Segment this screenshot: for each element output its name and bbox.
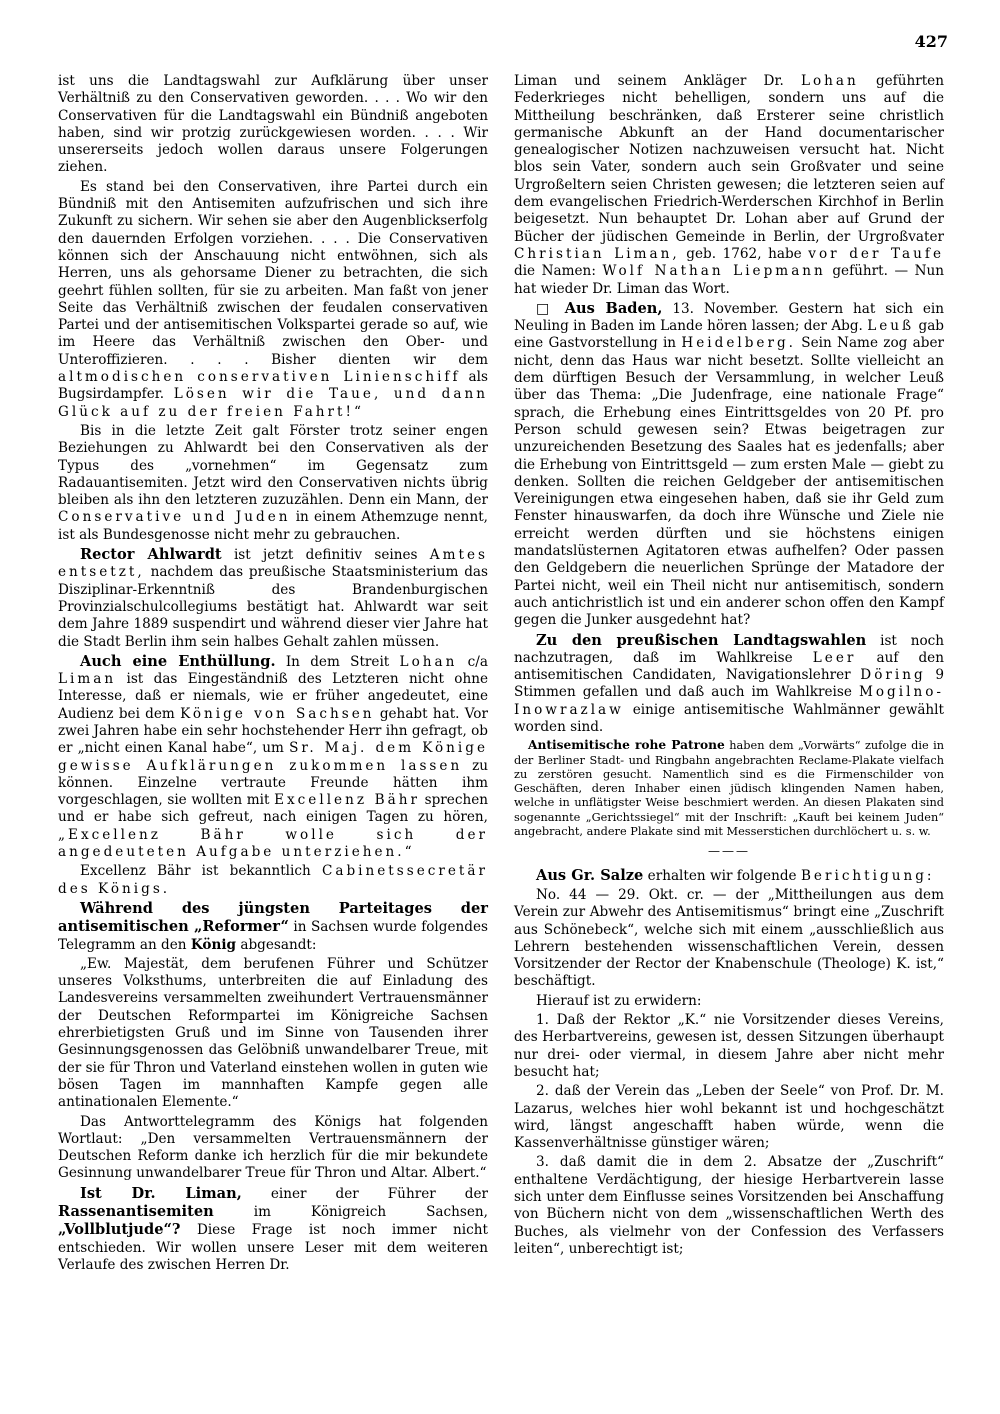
spaced-text: Excellenz Bähr	[274, 792, 420, 809]
text: ist uns die Landtagswahl zur Aufklärung über unser Verhältniß zu den Conservativen geworden. . . . Wo wir den Conservativen für die Landtagswahl ein Bündniß angeboten haben, sind wir protzig zurückgewiesen worden. . . . Wir unsererseits jedoch wollen daraus unsere Folgerungen ziehen.	[58, 73, 488, 176]
spaced-text: Berichtigung:	[800, 867, 935, 884]
article-heading: Auch eine Enthüllung.	[80, 652, 276, 670]
paragraph	[58, 956, 488, 1112]
article-ahlwardt	[58, 546, 488, 651]
article-heading: Aus Baden,	[564, 299, 663, 317]
spaced-text: Lösen wir die Taue, und dann Glück auf zu der freien Fahrt!	[58, 386, 489, 420]
text: Excellenz Bähr ist bekanntlich	[80, 863, 311, 880]
text: “	[353, 403, 361, 420]
text: geführten Federkrieges nicht behelligen, sondern uns auf die Mittheilung beschränken, daß Ersterer seine christlich germanische Abkunft an der Hand documentarischer genealogischer Notizen nachzuweisen versucht hat. Nicht blos sein Vater, sondern auch sein Großvater und seine Urgroßeltern seien Christen gewesen; die letzteren seien auf dem evangelischen Friedrich-Werderschen Kirchhof in Berlin beigesetzt. Nun behauptet Dr. Lohan aber auf Grund der Bücher der jüdischen Gemeinde in Berlin, der Urgroßvater	[514, 73, 944, 245]
spaced-text: Amtes entsetzt,	[58, 547, 488, 581]
list-item	[514, 1083, 944, 1152]
text: erhalten wir folgende	[647, 867, 797, 884]
text: Liman und seinem Ankläger Dr.	[514, 73, 784, 89]
spaced-text: Wolf Nathan Liepmann	[602, 263, 826, 280]
divider: ———	[708, 844, 750, 859]
spaced-text: altmodischen conservativen Linienschiff	[58, 369, 461, 386]
text: 1. Daß der Rektor „K.“ nie Vorsitzender dieses Vereins, des Herbartvereins, gewesen ist, dessen Sitzungen überhaupt nur drei- oder viermal, in diesem Jahre aber nicht mehr besucht hat;	[514, 1012, 944, 1080]
paragraph	[58, 73, 488, 177]
paragraph	[514, 887, 944, 991]
spaced-text: Leuß	[867, 318, 915, 335]
text: einer der Führer der	[270, 1185, 488, 1202]
spaced-text: Cabinetssecretär des Königs.	[58, 863, 488, 897]
text: geb. 1762, habe	[686, 245, 802, 262]
spaced-text: „Excellenz Bähr wolle sich der angedeuteten Aufgabe unterziehen.	[58, 826, 488, 861]
spaced-text: Döring	[860, 667, 926, 684]
text: in Sachsen wurde folgendes Telegramm an den	[58, 919, 488, 953]
box-marker-icon: □	[536, 300, 555, 317]
text: ist das Eingeständniß des Letzteren nicht ohne Interesse, daß er niemals, wie er früher angedeutet, eine Audienz bei dem	[58, 671, 488, 722]
text: auf den antisemitischen Candidaten, Navigationslehrer	[514, 649, 944, 684]
spaced-text: Christian Liman,	[514, 245, 680, 262]
paragraph	[514, 73, 944, 298]
paragraph	[58, 423, 488, 544]
article-heading: Zu den preußischen Landtagswahlen	[536, 631, 867, 649]
spaced-text: Könige von Sachsen	[180, 705, 375, 722]
text: gab eine Gastvorstellung in	[514, 318, 945, 352]
article-heading: Aus Gr. Salze	[536, 866, 644, 884]
article-patrone	[514, 738, 944, 839]
spaced-text: Conservative und Juden	[58, 509, 291, 526]
spaced-text: Heidelberg.	[681, 335, 796, 352]
text: Bis in die letzte Zeit galt Förster trotz seiner engen Beziehungen zu Ahlwardt bei den Conservativen als der Typus des „vornehmen“ im Gegensatz zum Radauantisemiten. Jetzt wird den Conservativen nichts übrig bleiben als ihn den letzteren zuzuzählen. Denn ein Mann, der	[58, 422, 488, 509]
text: Hierauf ist zu erwidern:	[536, 992, 702, 1009]
left-column	[58, 73, 488, 1276]
paragraph	[514, 993, 944, 1010]
paragraph	[58, 863, 488, 898]
text: haben dem „Vorwärts“ zufolge die in der Berliner Stadt- und Ringbahn angebrachten Reclame-Plakate vielfach zu zerstören gesucht. Namentlich sind es die Firmenschilder von Geschäften, deren Inhaber einen jüdisch klingenden Namen haben, welche in unflätigster Weise beschmiert werden. An diesen Plakaten sind sogenannte „Gerichtssiegel“ mit der Inschrift: „Kauft bei keinem Juden“ angebracht, andere Plakate sind mit Messerstichen durchlöchert u. s. w.	[514, 739, 945, 839]
text: im Königreich Sachsen,	[253, 1204, 488, 1220]
text: Das Antworttelegramm des Königs hat folgenden Wortlaut: „Den versammelten Vertrauensmännern der Deutschen Reform danke ich herzlich für die mir bekundete Gesinnung unwandelbarer Treue für Thron und Altar. Albert.“	[58, 1113, 488, 1182]
paragraph	[514, 738, 944, 839]
spaced-text: Lohan	[800, 73, 859, 89]
spaced-text: vor der Taufe	[808, 245, 944, 262]
text: die Namen:	[514, 263, 596, 280]
article-heading: Während des jüngsten Parteitages der antisemitischen „Reformer“	[58, 899, 488, 936]
text: In dem Streit	[285, 653, 390, 670]
bold-text: König	[190, 936, 237, 953]
article-liman	[58, 1185, 488, 1274]
text: geführt. — Nun hat wieder Dr. Liman das Wort.	[514, 263, 944, 297]
text: “	[404, 844, 412, 861]
spaced-text: Mogilno-Inowrazlaw	[514, 684, 944, 718]
text: Es stand bei den Conservativen, ihre Partei durch ein Bündniß mit den Antisemiten aufzufrischen und sich ihre Zukunft zu sichern. Wir sehen sie aber den Augenblickserfolg den dauernden Erfolgen vorziehen. . . . Die Conservativen können sich der Anschauung nicht entwöhnen, sich als Herren, uns als gehorsame Diener zu betrachten, die sich geehrt fühlen sollten, für sie zu arbeiten. Man faßt von jener Seite das Verhältniß zwischen der feudalen conservativen Partei und der antisemitischen Volkspartei gerade so auf, wie im Heere das Verhältniß zwischen den Ober- und Unteroffizieren. . . . Bisher dienten wir dem	[58, 178, 488, 368]
text: abgesandt:	[240, 936, 317, 953]
paragraph	[58, 179, 488, 421]
article-enthuellung	[58, 653, 488, 862]
article-baden	[514, 300, 944, 630]
article-parteitag	[58, 900, 488, 954]
article-heading: Rassenantisemiten	[58, 1203, 214, 1220]
text: 9 Stimmen gefallen und daß auch im Wahlkreise	[514, 667, 944, 701]
article-heading: Antisemitische rohe Patrone	[528, 738, 725, 753]
text: 2. daß der Verein das „Leben der Seele“ von Prof. Dr. M. Lazarus, welches hier wohl bekannt ist und hochgeschätzt wird, längst angeschafft haben würde, wenn die Kassenverhältnisse günstiger wären;	[514, 1083, 944, 1152]
text: in einem Athemzuge nennt, ist als Bundesgenosse nicht mehr zu gebrauchen.	[58, 509, 488, 543]
list-item	[514, 1012, 944, 1081]
page-number: 427	[914, 32, 948, 51]
text: ist jetzt definitiv seines	[233, 547, 418, 564]
text: nachdem das preußische Staatsministerium das Disziplinar-Erkenntniß des Brandenburgischen Provinzialschulcollegiums bestätigt hat. Ahlwardt war seit dem Jahre 1889 suspendirt und während dieser vier Jahre hat die Stadt Berlin ihm sein halbes Gehalt zahlen müssen.	[58, 564, 488, 650]
text: No. 44 — 29. Okt. cr. — der „Mittheilungen aus dem Verein zur Abwehr des Antisemitismus“ bringt eine „Zuschrift aus Schönebeck“, welche sich mit einem „ausschließlich aus Lehrern bestehenden wissenschaftlichen Verein, dessen Vorsitzender der Rector der Knabenschule (Theologe) K. ist,“ beschäftigt.	[514, 886, 944, 990]
text: ist noch nachzutragen, daß im Wahlkreise	[514, 632, 945, 666]
article-heading: „Vollblutjude“?	[58, 1221, 181, 1239]
article-landtagswahlen	[514, 632, 944, 737]
text: zu können. Einzelne vertraute Freunde hätten ihm vorgeschlagen, sie wollten mit	[58, 757, 488, 809]
paragraph	[58, 1114, 488, 1183]
article-heading: Ist Dr. Liman,	[80, 1184, 242, 1202]
text: 3. daß damit die in dem 2. Absatze der „Zuschrift“ enthaltene Verdächtigung, der hiesige Herbartverein lasse sich unter dem Einflusse seines Vorsitzenden bei Anschaffung von Büchern nicht von dem „wissenschaftlichen Werth des Buches, als vielmehr von der Confession des Verfassers leiten“, unberechtigt ist;	[514, 1154, 944, 1257]
text: sprechen und er habe sich gefreut, nach einigen Tagen zu hören,	[58, 792, 489, 826]
text: c/a	[467, 653, 488, 670]
article-gr-salze	[514, 867, 944, 885]
text: gehabt hat. Vor zwei Jahren habe ein sehr hochstehender Herr ihn gefragt, ob er „nicht einen Kanal habe“, um	[58, 705, 488, 757]
text: „Ew. Majestät, dem berufenen Führer und Schützer unseres Volksthums, unterbreiten die auf Einladung des Landesvereins versammelten zweihundert Vertrauensmänner der Deutschen Reformpartei im Königreiche Sachsen ehrerbietigsten Gruß und im Sinne von Tausenden ihrer Gesinnungsgenossen das Gelöbniß unwandelbarer Treue, mit der sie für Thron und Vaterland einstehen wollen in guten wie bösen Tagen im mannhaften Kampfe gegen alle antinationalen Elemente.“	[58, 955, 488, 1111]
text: einige antisemitische Wahlmänner gewählt worden sind.	[514, 701, 944, 735]
spaced-text: Leer	[812, 649, 857, 666]
spaced-text: Sr. Maj. dem Könige gewisse Aufklärungen zukommen lassen	[58, 740, 489, 774]
text: Sein Name zog aber nicht, denn das Haus war nicht besetzt. Sollte vielleicht an dem dürftigen Besuch der Versammlung, in welcher Leuß über das Thema: „Die Judenfrage, eine nationale Frage“ sprach, die Erhebung eines Eintrittsgeldes von 20 Pf. pro Person schuld gewesen sein? Etwas beigetragen zur unzureichenden Besetzung des Saales hat es jedenfalls; aber die Erhebung von Eintrittsgeld — zum ersten Male — giebt zu denken. Sollten die reichen Geldgeber der antisemitischen Vereinigungen etwa eingesehen haben, daß sie ihr Geld zum Fenster hinauswarfen, da doch ihre Wünsche und Ziele nie erreicht werden dürften und sie höchstens einigen mandatslüsternen Agitatoren etwas aufhelfen? Oder passen den Geldgebern die neuerlichen Sprünge der Matadore der Partei nicht, weil ein Theil nicht nur antisemitisch, sondern auch antichristlich ist und ein anderer schon offen den Kampf gegen die Junker ausgedehnt hat?	[514, 335, 944, 629]
text: Diese Frage ist noch immer nicht entschieden. Wir wollen unsere Leser mit dem weiteren Verlaufe des zwischen Herren Dr.	[58, 1222, 488, 1273]
text: 13. November. Gestern hat sich ein Neuling in Baden im Lande hören lassen; der Abg.	[514, 300, 944, 335]
list-item	[514, 1154, 944, 1258]
spaced-text: Lohan	[399, 653, 458, 670]
right-column	[514, 73, 944, 1260]
text: als Bugsirdampfer.	[58, 369, 488, 403]
article-heading: Rector Ahlwardt	[80, 546, 222, 564]
spaced-text: Liman	[58, 671, 117, 688]
